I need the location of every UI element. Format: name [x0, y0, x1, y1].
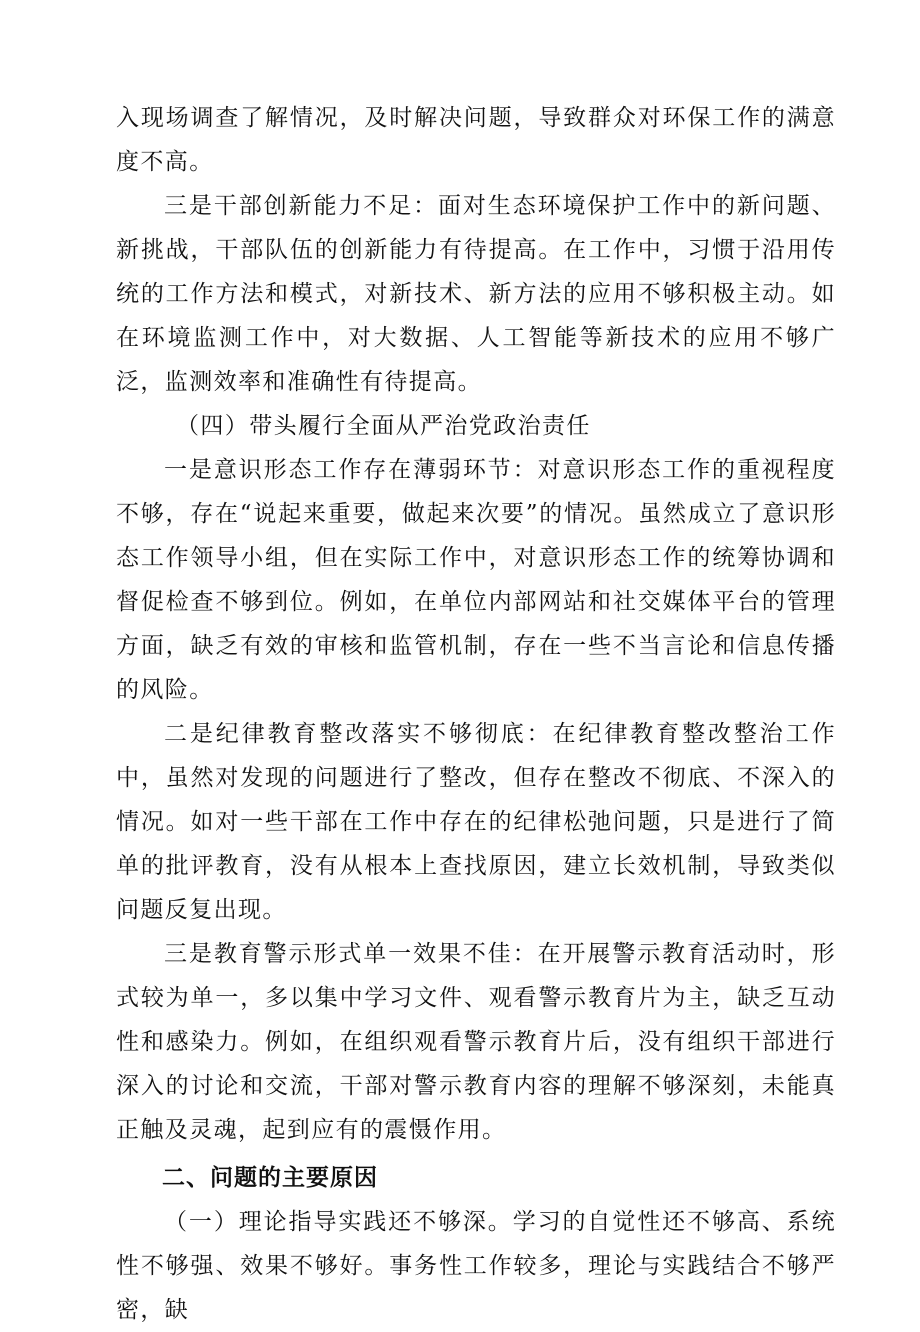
paragraph-ideology: 一是意识形态工作存在薄弱环节：对意识形态工作的重视程度不够，存在“说起来重要，做起来次要”的情况。虽然成立了意识形态工作领导小组，但在实际工作中，对意识形态工作的统筹协调和督促检查不够到位。例如，在单位内部网站和社交媒体平台的管理方面，缺乏有效的审核和监管机制，存在一些不当言论和信息传播的风险。 — [116, 457, 836, 703]
paragraph-theory-guidance: （一）理论指导实践还不够深。学习的自觉性还不够高、系统性不够强、效果不够好。事务性工作较多，理论与实践结合不够严密，缺 — [116, 1209, 836, 1323]
paragraph-discipline: 二是纪律教育整改落实不够彻底：在纪律教育整改整治工作中，虽然对发现的问题进行了整改，但存在整改不彻底、不深入的情况。如对一些干部在工作中存在的纪律松弛问题，只是进行了简单的批评教育，没有从根本上查找原因，建立长效机制，导致类似问题反复出现。 — [116, 721, 836, 923]
document-body — [116, 96, 836, 1332]
paragraph-continuation: 入现场调查了解情况，及时解决问题，导致群众对环保工作的满意度不高。 — [116, 105, 836, 175]
paragraph-innovation: 三是干部创新能力不足：面对生态环境保护工作中的新问题、新挑战，干部队伍的创新能力有待提高。在工作中，习惯于沿用传统的工作方法和模式，对新技术、新方法的应用不够积极主动。如在环境监测工作中，对大数据、人工智能等新技术的应用不够广泛，监测效率和准确性有待提高。 — [116, 193, 836, 395]
section-title-main-causes: 二、问题的主要原因 — [162, 1165, 378, 1191]
subheading-party-responsibility: （四）带头履行全面从严治党政治责任 — [176, 413, 591, 439]
paragraph-warning-education: 三是教育警示形式单一效果不佳：在开展警示教育活动时，形式较为单一，多以集中学习文件、观看警示教育片为主，缺乏互动性和感染力。例如，在组织观看警示教育片后，没有组织干部进行深入的讨论和交流，干部对警示教育内容的理解不够深刻，未能真正触及灵魂，起到应有的震慑作用。 — [116, 941, 836, 1143]
